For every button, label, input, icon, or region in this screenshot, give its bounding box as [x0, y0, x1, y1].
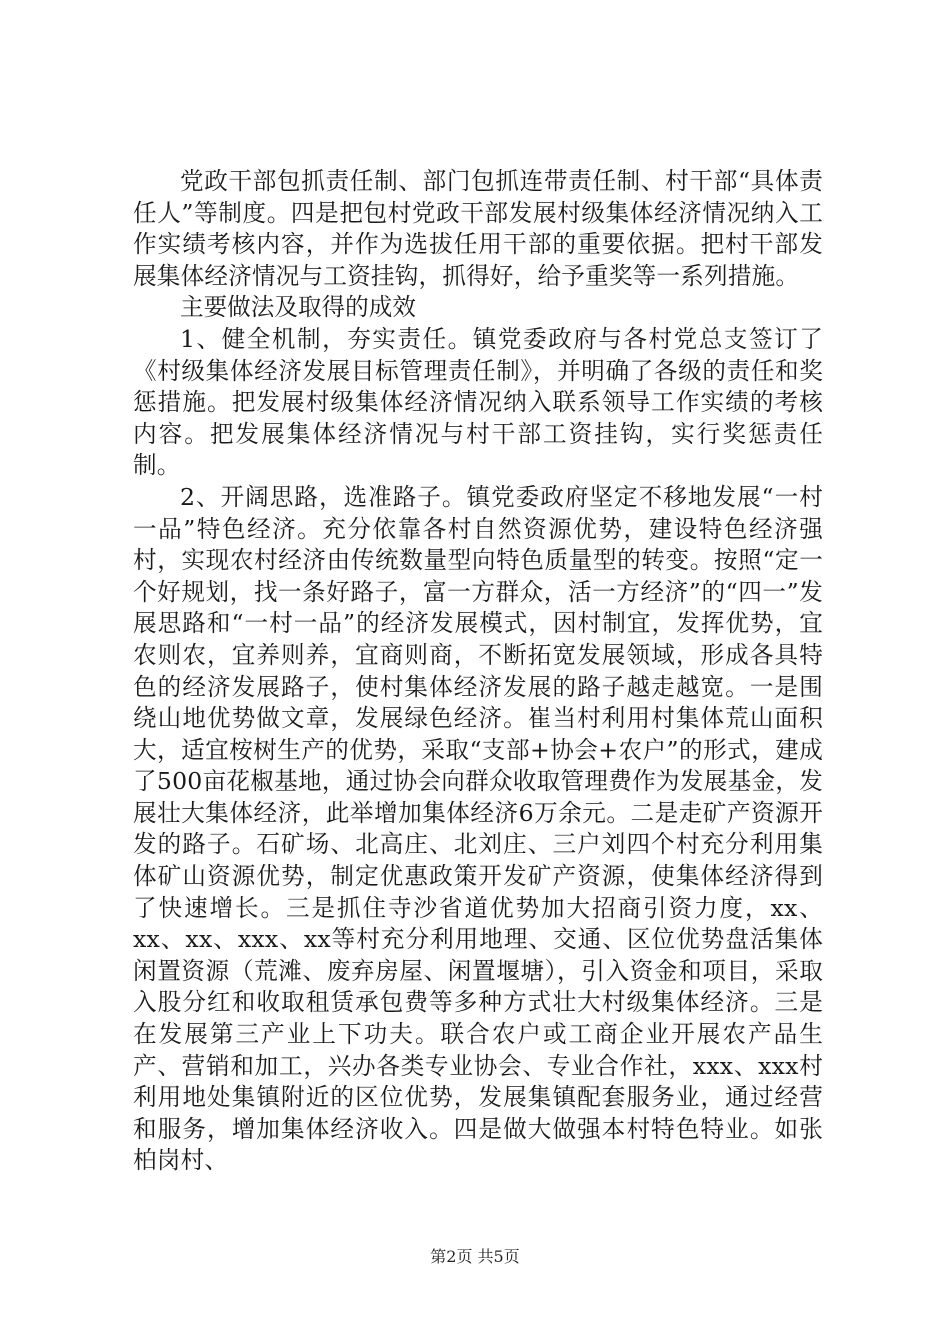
paragraph-2: 1、健全机制，夯实责任。镇党委政府与各村党总支签订了《村级集体经济发展目标管理责任制》，并明确了各级的责任和奖惩措施。把发展村级集体经济情况纳入联系领导工作实绩的考核内容。把发展集体经济情况与村干部工资挂钩，实行奖惩责任制。	[133, 324, 823, 480]
section-heading: 主要做法及取得的成效	[180, 293, 416, 322]
page-footer: 第2页 共5页	[430, 1247, 520, 1266]
paragraph-1: 党政干部包抓责任制、部门包抓连带责任制、村干部“具体责任人”等制度。四是把包村党政干部发展村级集体经济情况纳入工作实绩考核内容，并作为选拔任用干部的重要依据。把村干部发展集体经济情况与工资挂钩，抓得好，给予重奖等一系列措施。	[133, 167, 823, 290]
document-body	[133, 166, 823, 1177]
paragraph-3: 2、开阔思路，选准路子。镇党委政府坚定不移地发展“一村一品”特色经济。充分依靠各村自然资源优势，建设特色经济强村，实现农村经济由传统数量型向特色质量型的转变。按照“定一个好规划，找一条好路子，富一方群众，活一方经济”的“四一”发展思路和“一村一品”的经济发展模式，因村制宜，发挥优势，宜农则农，宜养则养，宜商则商，不断拓宽发展领域，形成各具特色的经济发展路子，使村集体经济发展的路子越走越宽。一是围绕山地优势做文章，发展绿色经济。崔当村利用村集体荒山面积大，适宜桉树生产的优势，采取“支部+协会+农户”的形式，建成了500亩花椒基地，通过协会向群众收取管理费作为发展基金，发展壮大集体经济，此举增加集体经济6万余元。二是走矿产资源开发的路子。石矿场、北高庄、北刘庄、三户刘四个村充分利用集体矿山资源优势，制定优惠政策开发矿产资源，使集体经济得到了快速增长。三是抓住寺沙省道优势加大招商引资力度，xx、xx、xx、xxx、xx等村充分利用地理、交通、区位优势盘活集体闲置资源（荒滩、废弃房屋、闲置堰塘），引入资金和项目，采取入股分红和收取租赁承包费等多种方式壮大村级集体经济。三是在发展第三产业上下功夫。联合农户或工商企业开展农产品生产、营销和加工，兴办各类专业协会、专业合作社，xxx、xxx村利用地处集镇附近的区位优势，发展集镇配套服务业，通过经营和服务，增加集体经济收入。四是做大做强本村特色特业。如张柏岗村、	[133, 482, 823, 1175]
